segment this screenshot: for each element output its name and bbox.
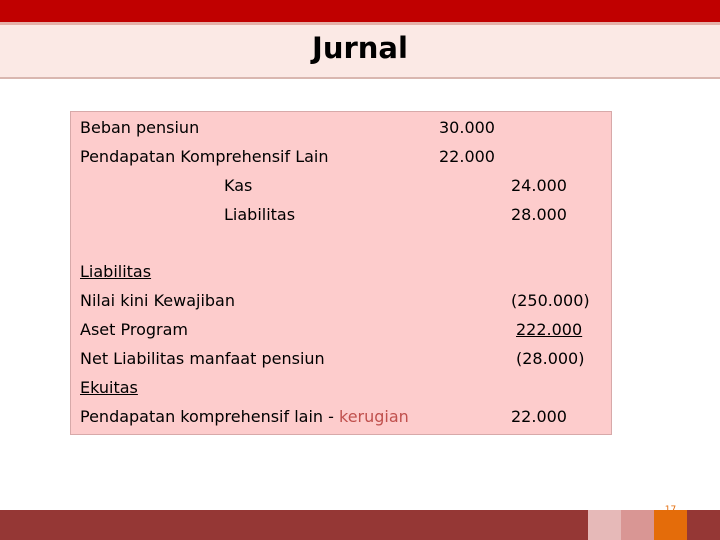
liability-value-nilai-kini: (250.000) xyxy=(511,291,590,310)
slide-title: Jurnal xyxy=(312,31,408,65)
liability-value-net-liabilitas: (28.000) xyxy=(516,349,585,368)
entry-debit-beban-pensiun: 30.000 xyxy=(439,118,495,137)
liabilities-heading: Liabilitas xyxy=(80,262,152,281)
equity-heading: Ekuitas xyxy=(80,378,138,397)
liability-label-nilai-kini: Nilai kini Kewajiban xyxy=(80,291,235,310)
entry-account-beban-pensiun: Beban pensiun xyxy=(80,118,200,137)
journal-box xyxy=(70,111,612,435)
liability-label-net-liabilitas: Net Liabilitas manfaat pensiun xyxy=(80,349,325,368)
entry-debit-pendapatan-komprehensif: 22.000 xyxy=(439,147,495,166)
entry-account-kas: Kas xyxy=(224,176,253,195)
footer-square-medium xyxy=(621,510,654,540)
page-number: 17 xyxy=(664,505,677,515)
entry-account-liabilitas: Liabilitas xyxy=(224,205,296,224)
equity-label xyxy=(80,407,409,427)
equity-label-text: Pendapatan komprehensif lain - xyxy=(80,407,339,426)
liability-value-aset-program: 222.000 xyxy=(516,320,583,339)
liability-label-aset-program: Aset Program xyxy=(80,320,188,339)
entry-credit-liabilitas: 28.000 xyxy=(511,205,567,224)
footer-square-light xyxy=(588,510,621,540)
entry-account-pendapatan-komprehensif: Pendapatan Komprehensif Lain xyxy=(80,147,329,166)
equity-value: 22.000 xyxy=(511,407,567,426)
footer-square-dark xyxy=(687,510,720,540)
top-accent-bar xyxy=(0,0,720,22)
equity-label-highlight: kerugian xyxy=(339,407,409,426)
entry-credit-kas: 24.000 xyxy=(511,176,567,195)
bottom-accent-bar xyxy=(0,510,588,540)
